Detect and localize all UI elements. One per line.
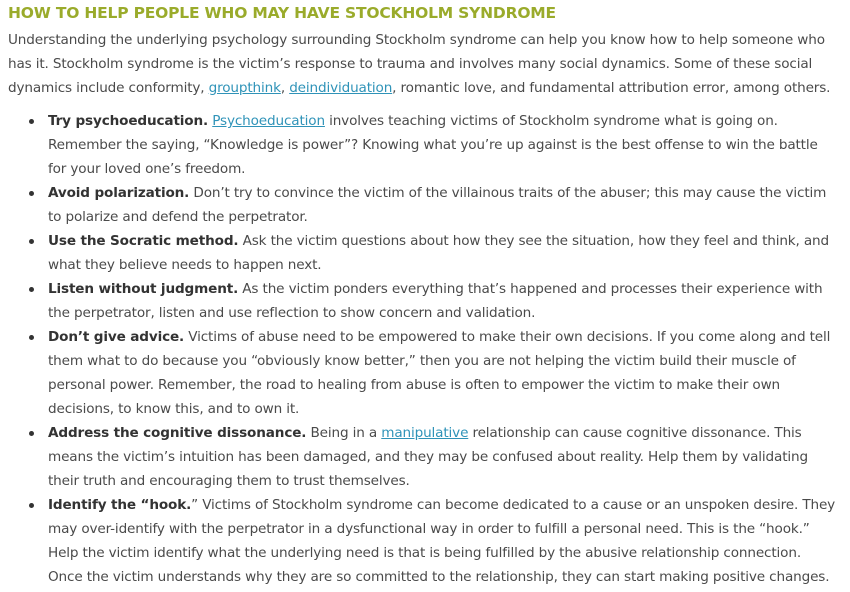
tip-lead: Identify the “hook. (48, 497, 192, 513)
tip-text: As the victim ponders everything that’s happened and processes their experience with the perpetrator, listen and use reflection to show concern and validation. (48, 281, 823, 321)
tip-text: involves teaching victims of Stockholm syndrome what is going on. Remember the saying, “Knowledge is power”? Knowing what you’re up against is the best offense to win the battle for your loved one’s freedom. (48, 113, 818, 177)
intro-text: , romantic love, and fundamental attribution error, among others. (392, 80, 831, 96)
tip-lead: Avoid polarization. (48, 185, 190, 201)
tip-text: Don’t try to convince the victim of the villainous traits of the abuser; this may cause the victim to polarize and defend the perpetrator. (48, 185, 827, 225)
deindividuation-link[interactable]: deindividuation (289, 80, 393, 96)
tip-avoid-polarization (48, 181, 842, 229)
tip-text: Being in a (306, 425, 382, 441)
tip-text: Victims of abuse need to be empowered to make their own decisions. If you come along and tell them what to do because you “obviously know better,” then you are not helping the victim build their muscle of personal power. Remember, the road to healing from abuse is often to empower the victim to make their own decisions, to know this, and to own it. (48, 329, 831, 417)
intro-text: , (280, 80, 290, 96)
tips-list (8, 109, 842, 589)
psychoeducation-link[interactable]: Psychoeducation (212, 113, 325, 129)
intro-text: Understanding the underlying psychology surrounding Stockholm syndrome can help you know how to help someone who has it. Stockholm syndrome is the victim’s response to trauma and involves many social dynamics. Some of these social dynamics include conformity, (8, 32, 825, 96)
groupthink-link[interactable]: groupthink (208, 80, 281, 96)
tip-text: ” Victims of Stockholm syndrome can become dedicated to a cause or an unspoken desire. They may over-identify with the perpetrator in a dysfunctional way in order to fulfill a personal need. This is the “hook.” Help the victim identify what the underlying need is that is being fulfilled by the abusive relationship connection. Once the victim understands why they are so committed to the relationship, they can start making positive changes. (48, 497, 836, 585)
tip-listen-without-judgment (48, 277, 842, 325)
tip-lead: Address the cognitive dissonance. (48, 425, 307, 441)
tip-psychoeducation (48, 109, 842, 181)
tip-lead: Use the Socratic method. (48, 233, 239, 249)
tip-text: Ask the victim questions about how they see the situation, how they feel and think, and what they believe needs to happen next. (48, 233, 829, 273)
tip-socratic-method (48, 229, 842, 277)
tip-lead: Try psychoeducation. (48, 113, 209, 129)
tip-identify-hook (48, 493, 842, 589)
tip-lead: Don’t give advice. (48, 329, 185, 345)
section-heading: HOW TO HELP PEOPLE WHO MAY HAVE STOCKHOLM SYNDROME (8, 4, 556, 22)
tip-lead: Listen without judgment. (48, 281, 239, 297)
tip-cognitive-dissonance (48, 421, 842, 493)
tip-text: relationship can cause cognitive dissonance. This means the victim’s intuition has been damaged, and they may be confused about reality. Help them by validating their truth and encouraging them to trust themselves. (48, 425, 808, 489)
manipulative-link[interactable]: manipulative (381, 425, 469, 441)
tip-dont-give-advice (48, 325, 842, 421)
intro-paragraph (8, 28, 842, 100)
